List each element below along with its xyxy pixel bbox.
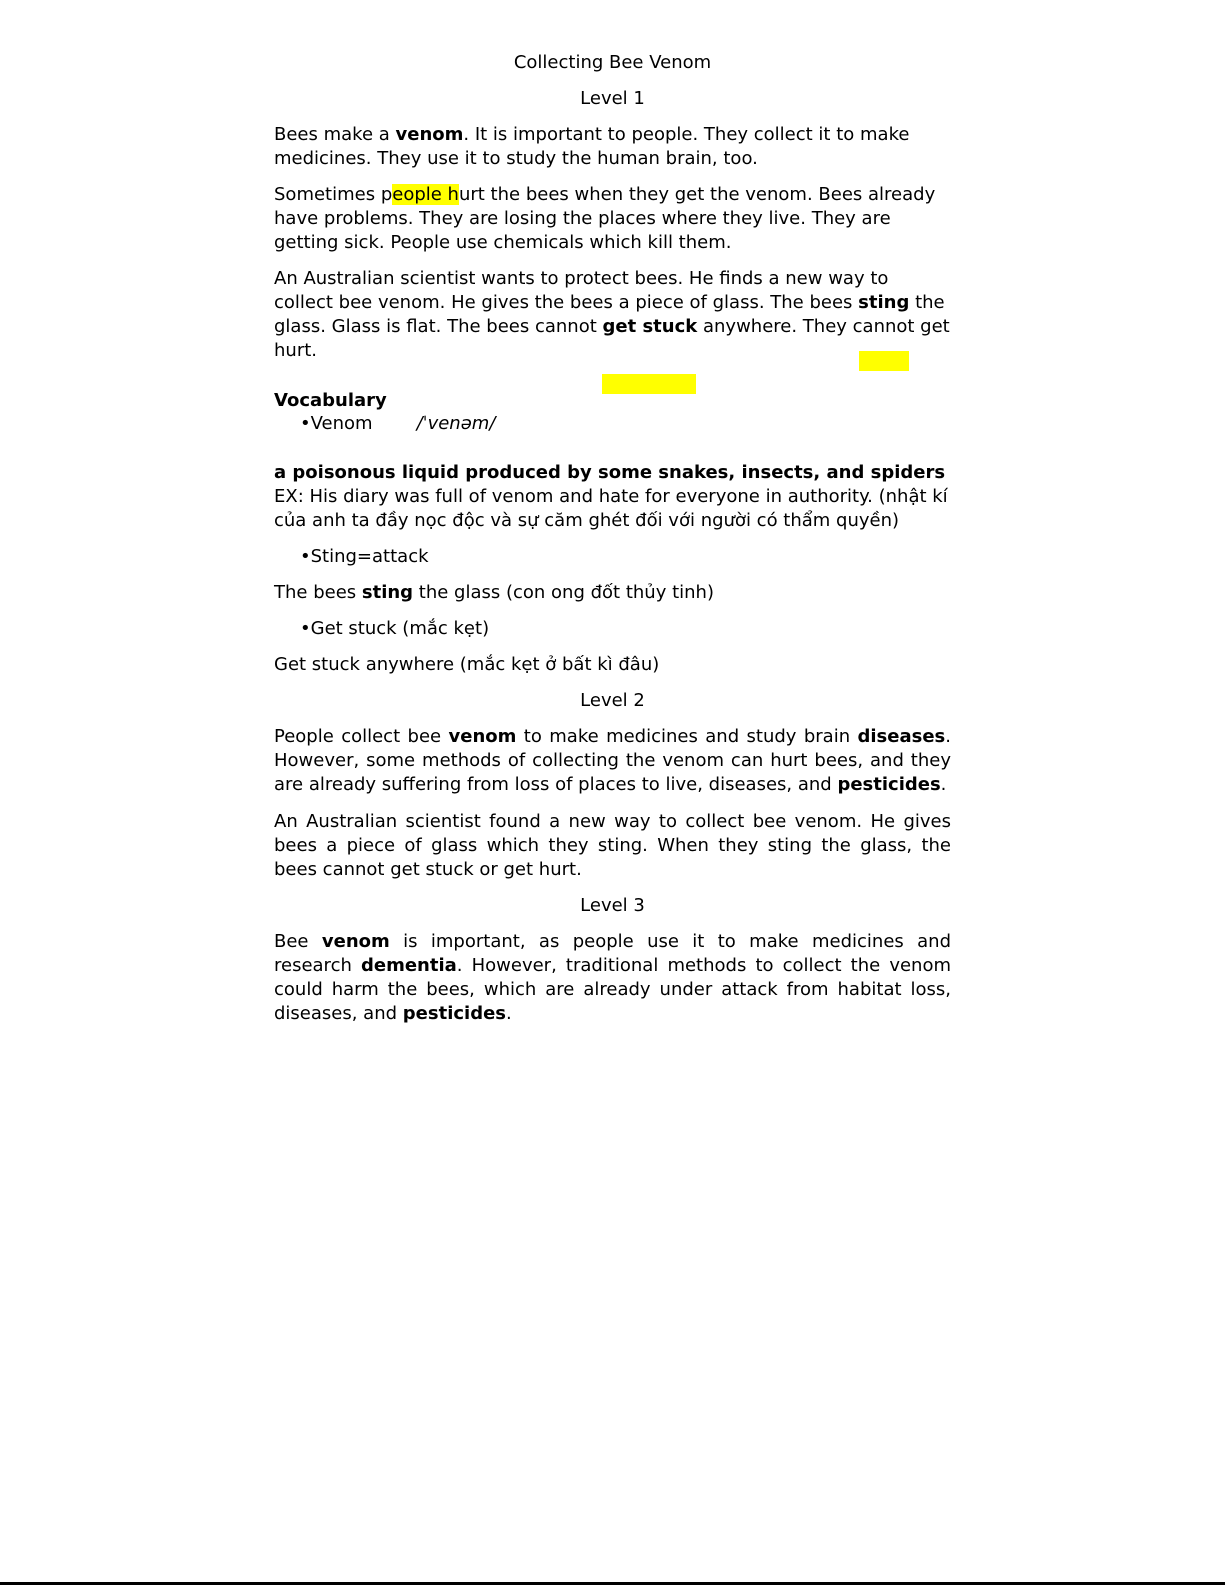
phonetic-transcription: /ˈvenəm/ <box>416 413 496 434</box>
level3-p1-line1: Bee venom is important, as people use it to make medicines and <box>274 931 952 952</box>
level1-p2-line2: have problems. They are losing the places where they live. They are <box>274 208 891 229</box>
level1-p3-line1: An Australian scientist wants to protect bees. He finds a new way to <box>274 268 889 289</box>
highlight-mark <box>859 351 909 371</box>
level1-heading: Level 1 <box>580 88 645 109</box>
level3-p1-line4: diseases, and pesticides. <box>274 1003 512 1024</box>
example-line2: của anh ta đầy nọc độc và sự căm ghét đối với người có thẩm quyền) <box>274 510 900 531</box>
level2-p2-line1: An Australian scientist found a new way to collect bee venom. He gives <box>274 811 951 832</box>
vocabulary-heading: Vocabulary <box>274 390 387 411</box>
level2-p2-line2: bees a piece of glass which they sting. When they sting the glass, the <box>274 835 951 856</box>
vocab-item-get-stuck: •Get stuck (mắc kẹt) <box>300 618 490 639</box>
level3-p1-line3: could harm the bees, which are already under attack from habitat loss, <box>274 979 951 1000</box>
level1-p3-line4: hurt. <box>274 340 317 361</box>
vocab-item-sting: •Sting=attack <box>300 546 429 567</box>
level3-p1-line2: research dementia. However, traditional methods to collect the venom <box>274 955 952 976</box>
level1-p3-line3: glass. Glass is flat. The bees cannot get stuck anywhere. They cannot get <box>274 316 950 337</box>
vocab-item-venom: •Venom /ˈvenəm/ <box>300 413 496 434</box>
sting-example: The bees sting the glass (con ong đốt thủy tinh) <box>274 582 714 603</box>
level2-p2-line3: bees cannot get stuck or get hurt. <box>274 859 582 880</box>
level2-p1-line1: People collect bee venom to make medicines and study brain diseases. <box>274 726 951 747</box>
document-title: Collecting Bee Venom <box>513 52 712 73</box>
level1-p1-line1: Bees make a venom. It is important to people. They collect it to make <box>274 124 910 145</box>
level1-p2-line3: getting sick. People use chemicals which kill them. <box>274 232 732 253</box>
level1-p2-line1: Sometimes people hurt the bees when they get the venom. Bees already <box>274 184 936 205</box>
level2-heading: Level 2 <box>580 690 645 711</box>
level2-p1-line3: are already suffering from loss of places to live, diseases, and pesticides. <box>274 774 947 795</box>
level1-p1-line2: medicines. They use it to study the human brain, too. <box>274 148 758 169</box>
get-stuck-example: Get stuck anywhere (mắc kẹt ở bất kì đâu) <box>274 654 660 675</box>
definition-venom: a poisonous liquid produced by some snakes, insects, and spiders <box>274 462 946 483</box>
level1-p3-line2: collect bee venom. He gives the bees a piece of glass. The bees sting the <box>274 292 945 313</box>
highlighted-text: eople h <box>392 184 459 205</box>
highlight-mark <box>602 374 696 394</box>
example-line1: EX: His diary was full of venom and hate for everyone in authority. (nhật kí <box>274 486 948 507</box>
level3-heading: Level 3 <box>580 895 645 916</box>
level2-p1-line2: However, some methods of collecting the venom can hurt bees, and they <box>274 750 951 771</box>
